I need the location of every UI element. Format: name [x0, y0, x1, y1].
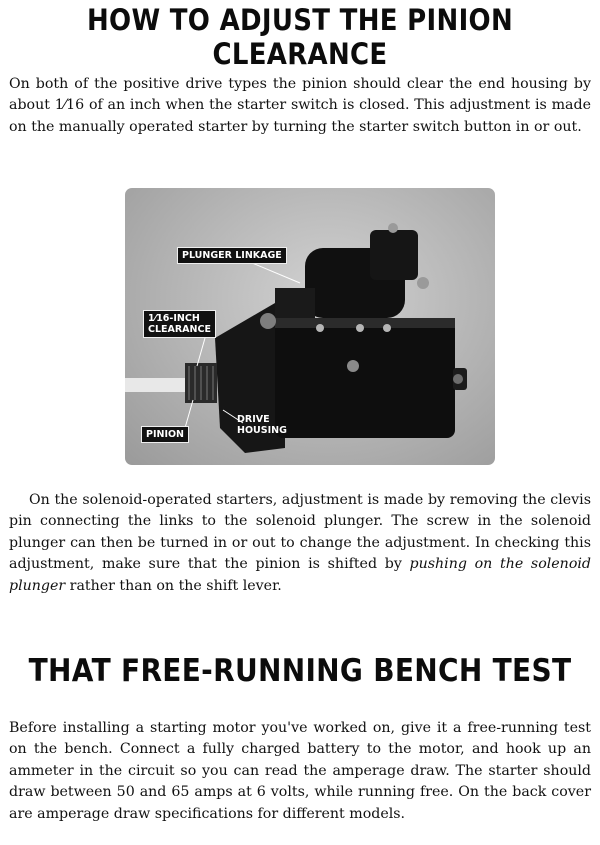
solenoid-text-after: rather than on the shift lever. — [65, 577, 282, 594]
page-title: HOW TO ADJUST THE PINION CLEARANCE — [86, 4, 514, 72]
starter-motor-photo — [125, 188, 495, 465]
clearance-label — [143, 310, 216, 338]
plunger-linkage-label: PLUNGER LINKAGE — [177, 247, 287, 264]
solenoid-text-before: On the solenoid-operated starters, adjustment is made by removing the clevis pin connecting the links to the solenoid plunger. The screw in the solenoid plunger can then be turned in or out to change the adjustment. In checking this adjustment, make sure that the pinion is shifted by — [9, 492, 591, 573]
pinion-pointer — [185, 400, 193, 428]
drive-housing-label-line2: HOUSING — [237, 425, 287, 436]
solenoid-paragraph — [9, 490, 591, 597]
clearance-label-line1: 1⁄16-INCH — [148, 313, 200, 324]
solenoid-text-emphasis: pushing on the solenoid plunger — [9, 556, 591, 594]
clearance-label-line2: CLEARANCE — [148, 324, 211, 335]
drive-housing-label — [233, 412, 291, 438]
bench-test-paragraph: Before installing a starting motor you've worked on, give it a free-running test on the bench. Connect a fully charged battery to the motor, and hook up an ammeter in the circuit so you can read the amperage draw. The starter should draw between 50 and 65 amps at 6 volts, while running free. On the back cover are amperage draw specifications for different models. — [9, 720, 591, 822]
section-title-bench-test: THAT FREE-RUNNING BENCH TEST — [28, 652, 572, 689]
motor-body-shape — [275, 318, 455, 438]
intro-paragraph: On both of the positive drive types the pinion should clear the end housing by about 1⁄16 of an inch when the starter switch is closed. This adjustment is made on the manually operated starter by turning the starter switch button in or out. — [9, 76, 591, 135]
pinion-label: PINION — [141, 426, 189, 443]
shaft-shape — [125, 378, 185, 392]
plunger-linkage-shape — [275, 288, 315, 318]
drive-housing-label-line1: DRIVE — [237, 414, 270, 425]
clearance-pointer — [197, 338, 205, 366]
body-screw — [347, 360, 359, 372]
